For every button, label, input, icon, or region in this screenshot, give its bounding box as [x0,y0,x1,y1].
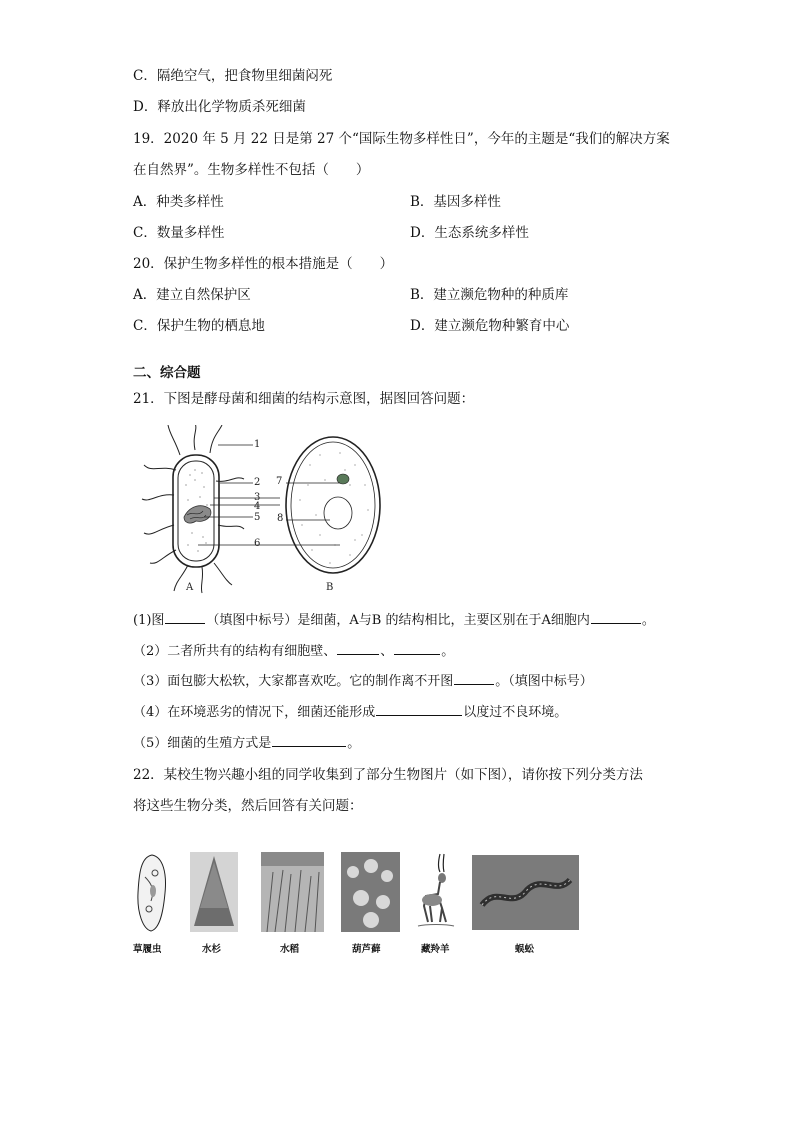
label-2: 2 [254,477,261,488]
q21-sub4-blank[interactable] [376,701,462,716]
rice-image [261,852,324,932]
q21-sub1-blank2[interactable] [591,609,641,624]
figure-label-b: B [326,582,334,593]
caption-centipede: 蜈蚣 [515,944,535,955]
label-7: 7 [276,476,283,487]
q21-sub2-separator: 、 [380,644,394,659]
q21-sub1-blank1[interactable] [165,609,205,624]
label-5: 5 [254,512,261,523]
q21-sub2-text-a: （2）二者所共有的结构有细胞壁、 [133,644,337,659]
q21-sub5 [133,732,360,753]
q21-sub5-blank[interactable] [272,732,346,747]
q21-figure [140,425,400,595]
label-3: 3 [254,492,261,503]
q21-sub1-text-c: 。 [641,613,655,628]
q19-option-a: A．种类多样性 [133,194,224,210]
q20-option-d: D．建立濒危物种繁育中心 [410,318,570,334]
q21-sub3-text-b: 。（填图中标号） [495,674,593,689]
q21-sub1 [133,609,655,630]
label-8: 8 [277,513,284,524]
q21-sub2-blank2[interactable] [394,640,440,655]
caption-moss: 葫芦藓 [352,944,381,955]
q22-stem-line1: 22．某校生物兴趣小组的同学收集到了部分生物图片（如下图），请你按下列分类方法 [133,767,643,783]
q19-option-d: D．生态系统多样性 [410,225,529,241]
q20-option-b: B．建立濒危物种的种质库 [410,287,569,303]
q21-sub1-text-a: (1)图 [133,613,165,628]
q19-stem-line1: 19．2020 年 5 月 22 日是第 27 个“国际生物多样性日”，今年的主题是“我们的解决方案 [133,131,670,147]
q21-sub2-blank1[interactable] [337,640,379,655]
q19-option-b: B．基因多样性 [410,194,501,210]
q21-sub1-text-b: （填图中标号）是细菌，A与B 的结构相比，主要区别在于A细胞内 [206,613,590,628]
q21-sub5-text-a: （5）细菌的生殖方式是 [133,736,272,751]
caption-antelope: 藏羚羊 [421,944,450,955]
q21-sub2-text-c: 。 [441,644,455,659]
paramecium-image [133,853,171,933]
caption-metasequoia: 水杉 [202,944,222,955]
q21-sub4-text-a: （4）在环境恶劣的情况下，细菌还能形成 [133,705,376,720]
q21-sub4-text-b: 以度过不良环境。 [463,705,568,720]
q22-stem-line2: 将这些生物分类，然后回答有关问题： [133,798,363,814]
q21-sub3 [133,670,593,691]
label-1: 1 [254,439,261,450]
q21-sub2 [133,640,454,661]
q19-stem-line2: 在自然界”。生物多样性不包括（ ） [133,162,370,178]
antelope-image [416,852,456,932]
q21-sub3-text-a: （3）面包膨大松软，大家都喜欢吃。它的制作离不开图 [133,674,454,689]
q21-stem: 21．下图是酵母菌和细菌的结构示意图，据图回答问题： [133,391,475,407]
centipede-image [472,855,579,930]
q21-sub3-blank[interactable] [454,670,494,685]
moss-image [341,852,400,932]
section-title: 二、综合题 [133,365,201,381]
label-4: 4 [254,501,261,512]
q20-stem: 20．保护生物多样性的根本措施是（ ） [133,256,394,272]
metasequoia-image [190,852,238,932]
label-6: 6 [254,538,261,549]
caption-rice: 水稻 [280,944,300,955]
q20-option-a: A．建立自然保护区 [133,287,251,303]
cell-diagram [140,425,400,595]
q21-sub5-text-b: 。 [347,736,361,751]
yeast-b-drawing [286,437,380,573]
q21-sub4 [133,701,567,722]
q18-option-c: C．隔绝空气，把食物里细菌闷死 [133,68,333,84]
q19-option-c: C．数量多样性 [133,225,225,241]
q18-option-d: D．释放出化学物质杀死细菌 [133,99,306,115]
q20-option-c: C．保护生物的栖息地 [133,318,265,334]
caption-paramecium: 草履虫 [133,944,162,955]
figure-label-a: A [186,582,194,593]
